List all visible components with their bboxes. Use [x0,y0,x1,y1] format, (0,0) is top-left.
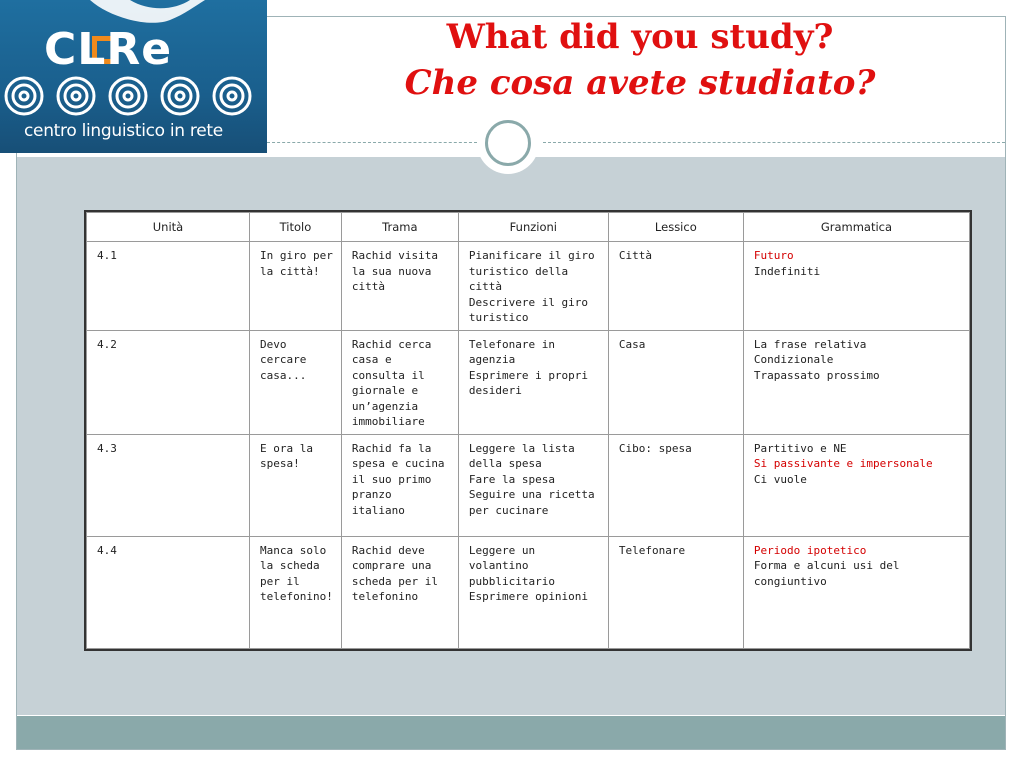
cell-title: E ora la spesa! [250,434,342,536]
cell-lexicon: Casa [608,330,743,434]
function-item: Leggere un volantino pubblicitario [468,543,555,588]
cell-plot: Rachid visita la sua nuova città [341,242,458,331]
function-item: Fare la spesa [468,472,555,486]
cell-lexicon: Telefonare [608,536,743,649]
function-item: Leggere la lista della spesa [468,441,575,470]
header-grammar: Grammatica [743,213,969,242]
clire-logo [0,0,267,153]
cell-lexicon: Cibo: spesa [608,434,743,536]
header-title: Titolo [250,213,342,242]
table-row [87,536,970,649]
grammar-item: Partitivo e NE [753,441,847,455]
syllabus-table [84,210,972,651]
grammar-item: Ci vuole [753,472,807,486]
cell-functions [458,536,608,649]
grammar-item: Forma e alcuni usi del congiuntivo [753,559,900,588]
cell-title: Devo cercare casa... [250,330,342,434]
header-functions: Funzioni [458,213,608,242]
function-item: Descrivere il giro turistico [468,295,589,324]
function-item: Seguire una ricetta per cucinare [468,488,595,517]
header-lexicon: Lessico [608,213,743,242]
function-item: Esprimere i propri desideri [468,368,589,397]
cell-plot: Rachid deve comprare una scheda per il telefonino [341,536,458,649]
footer-bar [17,716,1005,749]
grammar-item-highlighted: Periodo ipotetico [753,543,867,557]
grammar-item-highlighted: Si passivante e impersonale [753,457,933,470]
function-item: Pianificare il giro turistico della città [468,249,595,293]
cell-unit: 4.3 [87,434,250,536]
logo-tagline: centro linguistico in rete [24,121,223,141]
grammar-item: La frase relativa [753,337,867,351]
divider-circle-ring [485,120,531,166]
spiral-wave-icon [0,64,267,120]
cell-plot: Rachid cerca casa e consulta il giornale e un’agenzia immobiliare [341,330,458,434]
grammar-item: Indefiniti [753,264,821,278]
slide-title [300,14,980,106]
cell-functions [458,434,608,536]
cell-grammar [743,536,969,649]
grammar-item: Condizionale [753,353,834,366]
cell-unit: 4.2 [87,330,250,434]
cell-grammar [743,434,969,536]
cell-functions [458,242,608,331]
function-item: Esprimere opinioni [468,590,589,603]
title-english: What did you study? [446,17,834,57]
header-divider-left [267,142,477,143]
cell-functions [458,330,608,434]
header-divider-right [543,142,1005,143]
cell-unit: 4.1 [87,242,250,331]
cell-grammar [743,330,969,434]
table-row [87,242,970,331]
header-plot: Trama [341,213,458,242]
cell-grammar [743,242,969,331]
table-row [87,434,970,536]
cell-title: Manca solo la scheda per il telefonino! [250,536,342,649]
cell-unit: 4.4 [87,536,250,649]
logo-wordmark: CLRe [44,24,173,75]
cell-title: In giro per la città! [250,242,342,331]
table-header-row [87,213,970,242]
cell-plot: Rachid fa la spesa e cucina il suo primo pranzo italiano [341,434,458,536]
function-item: Telefonare in agenzia [468,337,555,366]
grammar-item: Trapassato prossimo [753,368,880,382]
header-unit: Unità [87,213,250,242]
cell-lexicon: Città [608,242,743,331]
title-italian: Che cosa avete studiato? [404,63,876,103]
table-row [87,330,970,434]
grammar-item-highlighted: Futuro [753,249,794,262]
